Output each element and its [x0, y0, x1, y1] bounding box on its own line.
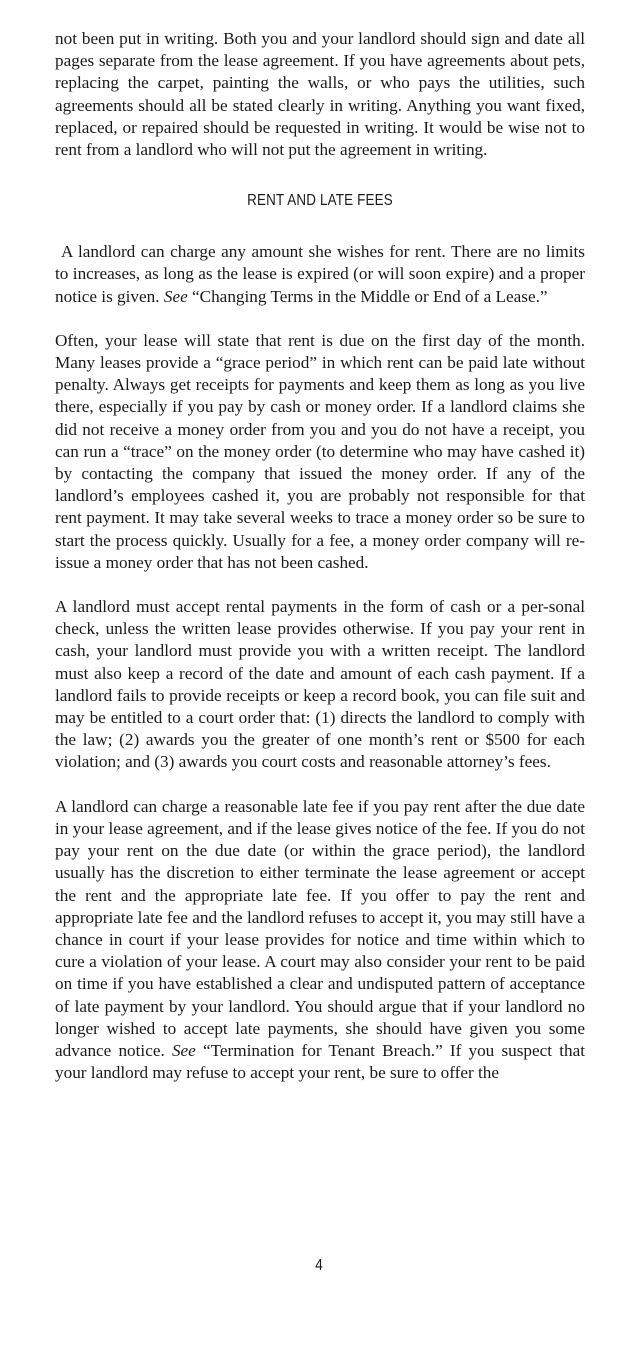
cross-reference-changing-terms: “Changing Terms in the Middle or End of a Lease.”: [192, 286, 548, 306]
paragraph-late-fee-text: A landlord can charge a reasonable late fee if you pay rent after the due date in your lease agreement, and if the lease gives notice of the fee. If you do not pay your rent on the due date (or within the grace period), the landlord usually has the discretion to either terminate the lease agreement or accept the rent and the appropriate late fee. If you offer to pay the rent and appropriate late fee and the landlord refuses to accept it, you may still have a chance in court if your lease provides for notice and time within which to cure a violation of your lease. A court may also consider your rent to be paid on time if you have established a clear and undisputed pattern of acceptance of late payment by your landlord. You should argue that if your landlord no longer wished to accept late payments, she should have given you some advance notice.: [55, 796, 585, 1060]
document-page: [55, 28, 585, 1084]
paragraph-due-date: Often, your lease will state that rent is due on the first day of the month. Many leases provide a “grace period” in which rent can be paid late without penalty. Always get receipts for payments and keep them as long as you live there, especially if you pay by cash or money order. If a landlord claims she did not receive a money order from you and you do not have a receipt, you can run a “trace” on the money order (to determine who may have cashed it) by contacting the company that issued the money order. If any of the landlord’s employees cashed it, you are probably not responsible for that rent payment. It may take several weeks to trace a money order so be sure to start the process quickly. Usually for a fee, a money order company will re-issue a money order that has not been cashed.: [55, 330, 585, 572]
cross-reference-termination: “Termination for Tenant Breach.” If you suspect that your landlord may refuse to accept your rent, be sure to offer the: [55, 1040, 585, 1083]
section-heading: RENT AND LATE FEES: [247, 192, 393, 210]
intro-paragraph: not been put in writing. Both you and your landlord should sign and date all pages separate from the lease agreement. If you have agreements about pets, replacing the carpet, painting the walls, or who pays the utilities, such agreements should all be stated clearly in writing. Anything you want fixed, replaced, or repaired should be requested in writing. It would be wise not to rent from a landlord who will not put the agreement in writing.: [55, 29, 585, 160]
paragraph-late-fee: [55, 796, 585, 1085]
see-reference-word: See: [163, 286, 188, 306]
paragraph-rent-amount: [55, 241, 585, 308]
see-reference-word: See: [171, 1040, 196, 1060]
paragraph-payment-form: A landlord must accept rental payments in the form of cash or a per-sonal check, unless the written lease provides otherwise. If you pay your rent in cash, your landlord must provide you with a written receipt. The landlord must also keep a record of the date and amount of each cash payment. If a landlord fails to provide receipts or keep a record book, you can file suit and may be entitled to a court order that: (1) directs the landlord to comply with the law; (2) awards you the greater of one month’s rent or $500 for each violation; and (3) awards you court costs and reasonable attorney’s fees.: [55, 597, 585, 772]
page-number: 4: [315, 1257, 323, 1274]
paragraph-rent-amount-text: A landlord can charge any amount she wishes for rent. There are no limits to increases, as long as the lease is expired (or will soon expire) and a proper notice is given.: [55, 242, 585, 306]
